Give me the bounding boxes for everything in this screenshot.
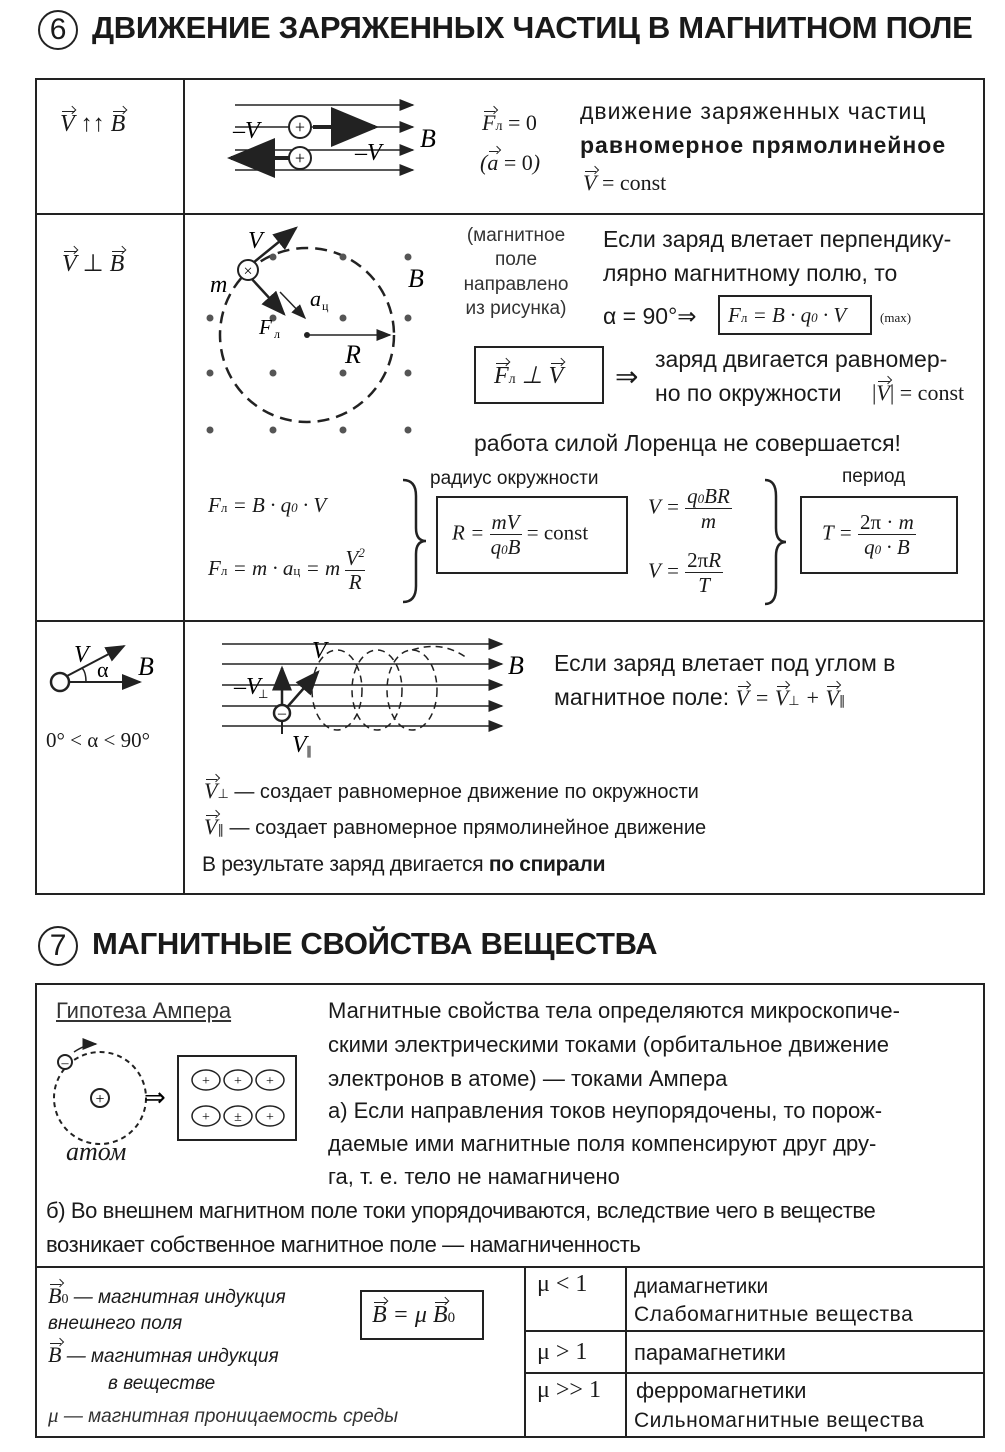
field-note-line: поле [494,249,538,271]
svg-text:B: B [408,264,424,293]
field-note [452,224,580,321]
row1-parallel-diagram [225,92,455,182]
svg-text:–V: –V [355,140,382,166]
row1-condition: V ↑↑ B [60,111,126,137]
svg-text:V: V [248,228,263,254]
svg-text:⊥: ⊥ [258,687,269,701]
svg-text:+: + [294,148,306,168]
b-mu-b0-formula: B = μ B0 [372,1302,456,1328]
mu-greater-1: μ > 1 [537,1339,588,1365]
angle-range: 0° < α < 90° [46,728,150,752]
row1-text-line2: равномерное прямолинейное [580,132,947,158]
svg-text:α: α [97,657,109,682]
legend-b0-text: — магнитная индукция [73,1287,286,1308]
period-formula: T = $\frac{2\pi \cdot m}{q0 \cdot B}$ [822,510,914,560]
v-const-value: = const [601,170,667,195]
svg-text:ц: ц [322,299,329,313]
spiral-result [202,852,605,877]
svg-text:V: V [292,732,307,758]
row1-text-line3: V = const [583,170,667,195]
force-perp-velocity-formula: Fл ⊥ V [494,363,564,389]
svg-text:–: – [278,705,286,722]
magnetic-text-line: Магнитные свойства тела определяются микроскопиче- [328,998,900,1023]
radius-formula: R = $\frac{mV}{q0B}$ = const [452,510,589,560]
par-component-desc: V∥ — создает равномерное прямолинейное движение [204,814,707,839]
lorentz-formula-1: Fл = B · q0 · V [208,493,327,517]
paramagnetics-name: парамагнетики [634,1340,786,1365]
external-field-text-line2: возникает собственное магнитное поле — намагниченность [46,1232,641,1257]
section6-heading [38,10,972,50]
brace-right [760,476,790,608]
svg-text:+: + [266,1074,274,1089]
row3-text-line1: Если заряд влетает под углом в [554,650,896,676]
ferromagnetics-name: ферромагнетики [636,1378,807,1403]
row1-text-line1: движение заряженных частиц [580,98,927,124]
legend-b0-line2: внешнего поля [48,1313,183,1334]
svg-text:+: + [294,117,306,137]
period-label: период [842,466,906,487]
section6-number: 6 [38,10,78,50]
legend-b-line2: в веществе [108,1373,216,1394]
svg-text:–: – [61,1056,69,1071]
field-note-line: (магнитное [466,225,566,246]
svg-text:F: F [259,315,272,339]
radius-formula-box [436,496,628,574]
svg-text:×: × [243,263,253,280]
radius-label: радиус окружности [430,468,599,489]
magnetic-text-line: даемые ими магнитные поля компенсируют друг дру- [328,1131,877,1156]
lorentz-formula-2: Fл = m · aц = m $\frac{V^2}{R}$ [208,545,365,595]
ferromagnetics-desc: Сильномагнитные вещества [634,1409,925,1432]
svg-text:B: B [420,124,436,153]
velocity-formula-1: V = $\frac{q0BR}{m}$ [648,484,730,534]
perp-component-desc: V⊥ — создает равномерное движение по окружности [204,778,699,803]
max-label: (max) [880,310,912,325]
svg-text:л: л [274,327,280,341]
legend-b-text: — магнитная индукция [66,1346,279,1367]
svg-text:a: a [310,286,321,311]
legend-b0-line1: B0 — магнитная индукция [48,1283,286,1308]
angle-diagram [42,632,172,702]
par-desc-text: — создает равномерное прямолинейное движение [229,817,707,839]
b-mu-b0-box [360,1290,484,1340]
svg-text:B: B [508,651,524,680]
alpha-90: α = 90°⇒ [603,303,697,329]
svg-text:+: + [95,1091,105,1108]
row2-circle-diagram [200,222,445,444]
row2-text-line4: но по окружности [655,380,842,406]
row2-text-line3: заряд двигается равномер- [655,346,948,372]
velocity-formula-2: V = $\frac{2\pi R}{T}$ [648,548,722,598]
spiral-result-prefix: В результате заряд двигается [202,853,489,876]
svg-text:B: B [138,652,154,681]
row2-text-line1: Если заряд влетает перпендику- [603,226,952,252]
svg-text:V: V [74,642,89,668]
svg-text:+: + [202,1110,210,1125]
period-formula-box [800,496,958,574]
diamagnetics-name: диамагнетики [634,1275,769,1298]
row3-text-line2 [554,684,845,712]
magnetic-text-line: га, т. е. тело не намагничено [328,1164,620,1189]
legend-mu-line: μ — магнитная проницаемость среды [48,1403,399,1427]
radius-const: = const [526,520,589,545]
mu-much-greater-1: μ >> 1 [537,1377,601,1403]
svg-text:±: ± [234,1110,242,1125]
field-note-line: направлено [463,273,569,295]
svg-text:⇒: ⇒ [144,1083,166,1112]
legend-mu-text: — магнитная проницаемость среды [63,1406,399,1427]
svg-text:R: R [345,340,361,369]
row3-text-line2-label: магнитное поле: [554,684,730,710]
perp-symbol: ⊥ [82,251,104,277]
lorentz-work-note: работа силой Лоренца не совершается! [474,430,901,456]
velocity-decomposition: V = V⊥ + V∥ [735,685,846,710]
legend-b-line1: B — магнитная индукция [48,1342,279,1367]
helix-diagram [212,630,532,760]
svg-text:+: + [266,1110,274,1125]
speed-const-value: = const [899,380,965,405]
row1-force-zero: Fл = 0 [482,110,537,135]
parallel-symbol: ↑↑ [80,111,105,137]
section7-title: МАГНИТНЫЕ СВОЙСТВА ВЕЩЕСТВА [92,926,658,962]
lorentz-force-max-box [718,295,872,335]
speed-const: |V| = const [872,380,965,405]
diamagnetics-desc: Слабомагнитные вещества [634,1303,914,1326]
mu-less-1: μ < 1 [537,1271,588,1297]
brace-left [398,476,428,606]
row1-accel-zero: (a = 0) [480,150,541,175]
section6-title: ДВИЖЕНИЕ ЗАРЯЖЕННЫХ ЧАСТИЦ В МАГНИТНОМ ПОЛЕ [92,10,973,46]
svg-text:+: + [234,1074,242,1089]
section7-number: 7 [38,926,78,966]
svg-text:+: + [202,1074,210,1089]
implies-arrow: ⇒ [615,361,639,392]
force-zero-value: = 0 [507,110,537,135]
svg-text:V: V [312,638,327,664]
svg-text:∥: ∥ [306,744,312,758]
magnetic-text-line: электронов в атоме) — токами Ампера [328,1066,728,1091]
svg-text:–V: –V [233,118,260,144]
external-field-text-line1: б) Во внешнем магнитном поле токи упорядочиваются, вследствие чего в веществе [46,1198,876,1223]
svg-text:m: m [210,272,228,298]
spiral-result-bold: по спирали [488,853,606,876]
lorentz-force-formula: Fл = B · q0 · V [728,303,847,327]
perp-desc-text: — создает равномерное движение по окружности [234,781,699,803]
section7-heading [38,926,657,966]
row2-text-line2: лярно магнитному полю, то [603,260,898,286]
magnetic-text-line: а) Если направления токов неупорядочены, то порож- [328,1098,883,1123]
field-note-line: из рисунка) [465,297,567,319]
atom-label: атом [66,1137,127,1166]
magnetic-text-line: скими электрическими токами (орбитальное движение [328,1032,890,1057]
accel-zero-value: = 0 [503,150,533,175]
ampere-hypothesis-label: Гипотеза Ампера [56,998,232,1023]
svg-text:–V: –V [234,674,261,700]
force-perp-velocity-box [474,346,604,404]
row2-condition: V ⊥ B [62,251,125,277]
